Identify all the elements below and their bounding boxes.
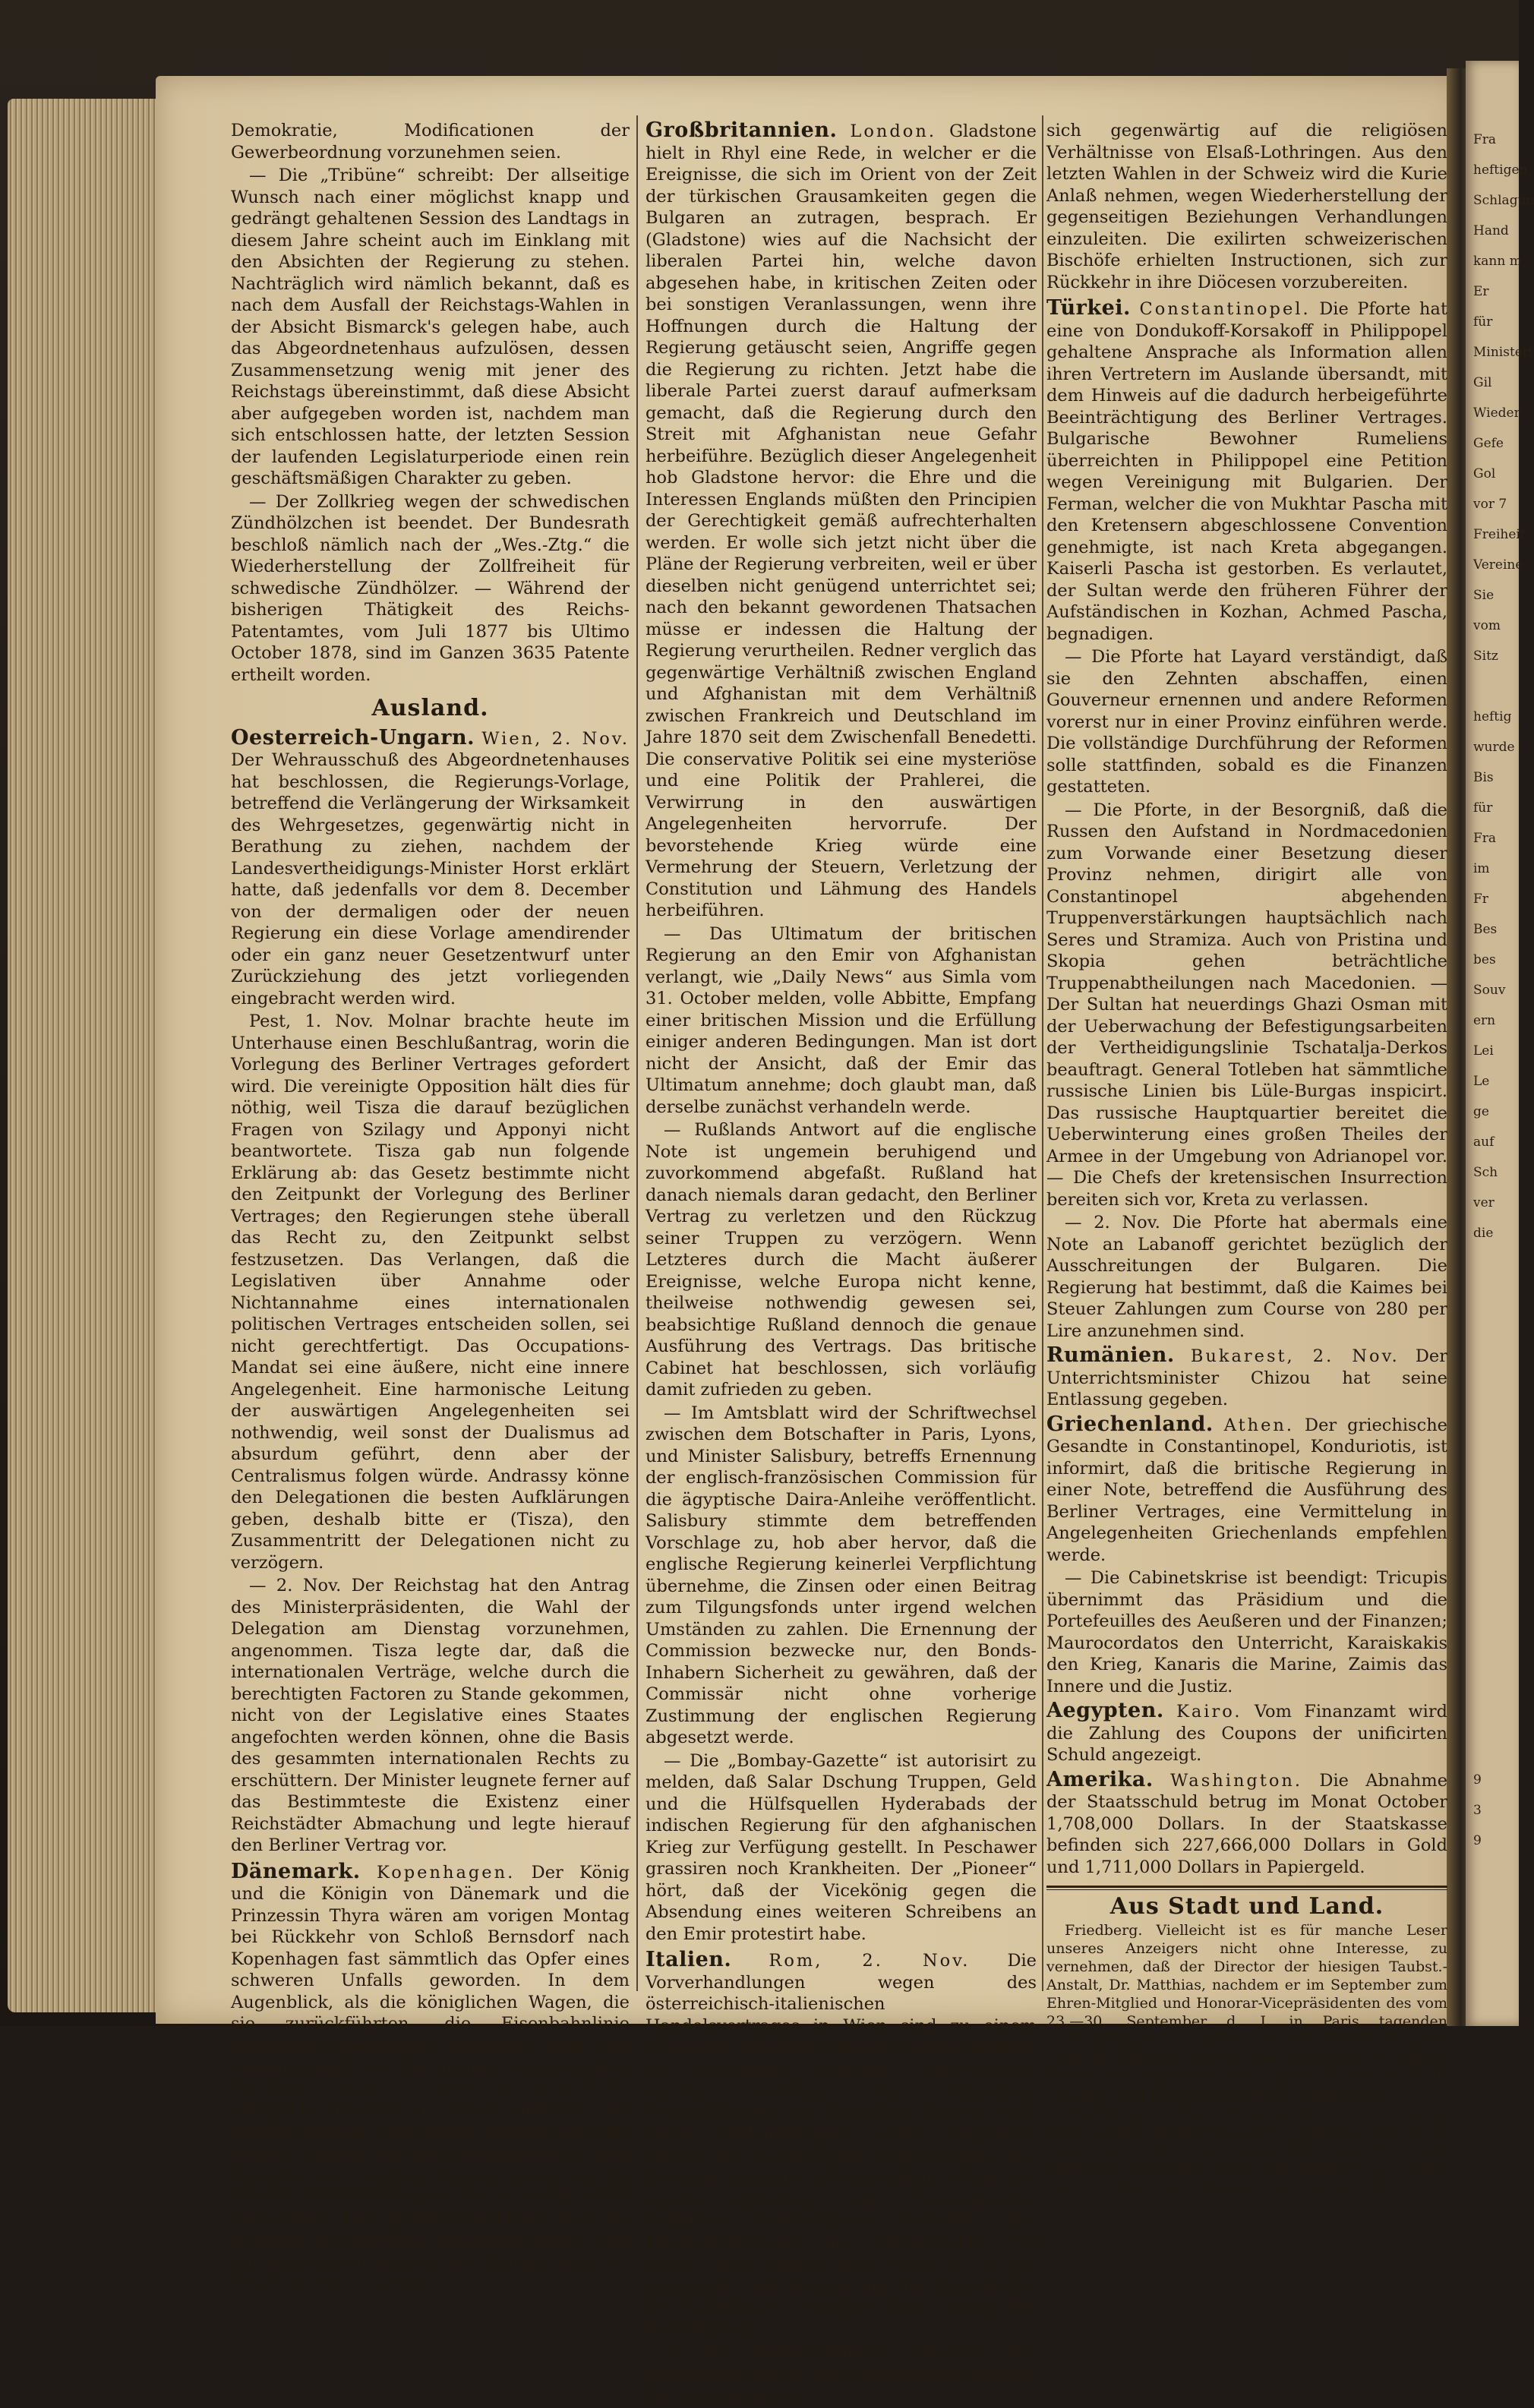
next-page-text-fragment: Ministeri [1473,345,1533,360]
next-page-text-fragment: ern [1473,1013,1496,1028]
next-page-text-fragment: bes [1473,952,1496,967]
paragraph: — Die Cabinetskrise ist beendigt: Tricupis übernimmt das Präsidium und die Portefeuilles des Aeußeren und der Finanzen; Maurocordatos den Unterricht, Karaiskakis den Krieg, Kanaris die Marine, Zaimis das Innere und die Justiz. [1046,1568,1447,1696]
dateline: Rom, 2. Nov. [769,1951,971,1971]
next-page-text-fragment: Fr [1473,892,1488,907]
next-page-text-fragment: Schlagun [1473,193,1534,208]
next-page-text-fragment: Bis [1473,770,1494,785]
paragraph: — Im Amtsblatt wird der Schriftwechsel zwischen dem Botschafter in Paris, Lyons, und Minister Salisbury, betreffs Ernennung der englisch-französischen Commission für die ägyptische Daira-Anleihe veröffentlicht. Salisbury stimmte dem betreffenden Vorschlage zu, hob aber hervor, daß die englische Regierung keinerlei Verpflichtung übernehme, die Zinsen oder einen Beitrag zum Tilgungsfonds unter irgend welchen Umständen zu zahlen. Die Ernennung der Commission bezwecke nur, den Bonds-Inhabern Sicherheit zu gewähren, daß der Commissär nicht ohne vorherige Zustimmung der englischen Regierung abgesetzt werde. [645,1403,1037,1747]
column-2 [645,120,1037,2408]
paragraph: — Die Pforte, in der Besorgniß, daß die Russen den Aufstand in Nordmacedonien zum Vorwande einer Besetzung dieser Provinz nehmen, dirigirt alle von Constantinopel abgehenden Truppenverstärkungen hauptsächlich nach Seres und Stramiza. Auch von Pristina und Skopia gehen beträchtliche Truppenabtheilungen nach Macedonien. — Der Sultan hat neuerdings Ghazi Osman mit der Ueberwachung der Befestigungsarbeiten der Vertheidigungslinie Tschatalja-Derkos beauftragt. General Totleben hat sämmtliche russische Linien bis Lüle-Burgas inspicirt. Das russische Hauptquartier bereitet die Ueberwinterung eines großen Theiles der Armee in der Umgebung von Adrianopel vor. — Die Chefs der kretensischen Insurrection bereiten sich vor, Kreta zu verlassen. [1046,800,1447,1210]
paragraph: — Das Ultimatum der britischen Regierung an den Emir von Afghanistan verlangt, wie „Daily News“ aus Simla vom 31. October melden, volle Abbitte, Empfang einer britischen Mission und die Erfüllung einiger anderen Bedingungen. Man ist dort nicht der Ansicht, daß der Emir das Ultimatum annehme; doch glaubt man, daß derselbe zunächst verhandeln werde. [645,923,1037,1117]
article-rumaenien [1046,1345,1447,1411]
section-title-stadt-und-land: Aus Stadt und Land. [1109,1893,1384,1920]
next-page-text-fragment: Bes [1473,922,1498,937]
next-page-text-fragment: Gefe [1473,436,1504,451]
next-page-text-fragment: vom [1473,618,1501,633]
article-oesterreich [231,727,630,1010]
country-heading: Griechenland. [1046,1412,1214,1436]
next-page-text-fragment: Wieder [1473,406,1520,421]
article-aegypten [1046,1700,1447,1766]
next-page-text-fragment: im [1473,861,1490,876]
next-page-text-fragment: Lei [1473,1043,1494,1059]
next-page-text-fragment: Hand [1473,223,1509,238]
article-italien [645,1949,1037,2340]
article-text: Der griechische Gesandte in Constantinopel, Konduriotis, ist informirt, daß die britische Regierung in einer Note, betreffend die Ausführung des Berliner Vertrages, eine Vermittelung in Angelegenheiten Griechenlands empfehlen werde. [1046,1415,1447,1565]
article-text: Der Unterrichtsminister Chizou hat seine Entlassung gegeben. [1046,1346,1447,1409]
dateline: Kairo. [1176,1702,1242,1722]
article-text: Der Wehrausschuß des Abgeordnetenhauses hat beschlossen, die Regierungs-Vorlage, betreffend die Verlängerung der Wirksamkeit des Wehrgesetzes, gegenwärtig nicht in Berathung zu ziehen, nachdem der Landesvertheidigungs-Minister Horst erklärt hatte, daß jedenfalls vor dem 8. December von der dermaligen oder der neuen Regierung ein diese Vorlage amendirender oder ein ganz neuer Gesetzentwurf unter Zurückziehung des jetzt vorliegenden eingebracht werden wird. [231,750,630,1008]
country-heading: Großbritannien. [645,118,838,142]
dateline: Athen. [1223,1415,1295,1435]
column-rule-2 [1042,115,1043,1991]
country-heading: Dänemark. [231,1859,361,1883]
next-page-fragment [1466,61,1534,2026]
paragraph: — Rußlands Antwort auf die englische Note ist ungemein beruhigend und zuvorkommend abgefaßt. Rußland hat danach niemals daran gedacht, den Berliner Vertrag zu verletzen und den Rückzug seiner Truppen zu verzögern. Wenn Letzteres durch die Macht äußerer Ereignisse, welche Europa nicht kenne, theilweise nothwendig gewesen sei, beabsichtige Rußland dennoch die genaue Ausführung des Vertrags. Das britische Cabinet hat beschlossen, sich vorläufig damit zufrieden zu geben. [645,1120,1037,1400]
paragraph: — Die Verhandlungen zwischen der päpstlichen Kurie und Deutschland dauern fort und beziehen [645,2342,1037,2405]
article-text: Die Pforte hat eine von Dondukoff-Korsakoff in Philippopel gehaltene Ansprache als Information allen ihren Vertretern im Auslande übersandt, mit dem Hinweis auf die dadurch herbeigeführte Beeinträchtigung des Berliner Vertrages. Bulgarische Bewohner Rumeliens überreichten in Philippopel eine Petition wegen Vereinigung mit Bulgarien. Der Ferman, welcher die von Mukhtar Pascha mit den Kretensern abgeschlossene Convention genehmigte, ist nach Kreta abgegangen. Kaiserli Pascha ist gestorben. Es verlautet, der Sultan werde den früheren Führer der Aufständischen in Kozhan, Achmed Pascha, begnadigen. [1046,299,1447,644]
next-page-text-fragment: Gil [1473,375,1492,390]
paragraph: — Die Pforte hat Layard verständigt, daß sie den Zehnten abschaffen, einen Gouverneur ernennen und andere Reformen vorerst nur in einer Provinz einführen werde. Die vollständige Durchführung der Reformen solle stattfinden, sobald es die Finanzen gestatteten. [1046,647,1447,797]
next-page-text-fragment: heftigen [1473,163,1528,178]
next-page-text-fragment: für [1473,314,1493,330]
paragraph: Friedberg, 3. Nov. Heute wurde uns ein Zweig eines gelben Himbeerstrauchs gebracht, der dicht besät war mit zum zweitenmale gereiften und halbreifen Früchten sowie mit Blüthen. In vielen Gärten blühen die Erdbeeren zum zweitenmale. [1046,2105,1447,2195]
next-page-text-fragment: 9 [1473,1833,1482,1848]
paragraph: sich gegenwärtig auf die religiösen Verhältnisse von Elsaß-Lothringen. Aus den letzten Wahlen in der Schweiz wird die Kurie Anlaß nehmen, wegen Wiederherstellung der gegenseitigen Beziehungen Verhandlungen einzuleiten. Die exilirten schweizerischen Bischöfe erhielten Instructionen, sich zur Rückkehr in ihre Diöcesen vorzubereiten. [1046,121,1447,292]
dateline: Constantinopel. [1139,299,1311,319]
next-page-text-fragment: Er [1473,284,1489,299]
next-page-text-fragment: vor 7 [1473,497,1507,512]
dateline: Bukarest, 2. Nov. [1190,1346,1400,1366]
article-amerika [1046,1769,1447,1879]
dateline: Kopenhagen. [377,1862,516,1883]
dateline: Washington. [1170,1770,1303,1791]
paragraph: Demokratie, Modificationen der Gewerbeordnung vorzunehmen seien. [231,121,630,163]
paragraph: Pest, 1. Nov. Molnar brachte heute im Unterhause einen Beschlußantrag, worin die Vorlegung des Berliner Vertrages gefordert wird. Die vereinigte Opposition hält dies für nöthig, weil Tisza die darauf bezüglichen Fragen von Szilagy und Apponyi nicht beantwortete. Tisza gab nun folgende Erklärung ab: das Gesetz bestimmte nicht den Zeitpunkt der Vorlegung des Berliner Vertrages; den Regierungen stehe überall das Recht zu, den Zeitpunkt selbst festzusetzen. Das Verlangen, daß die Legislativen über Annahme oder Nichtannahme eines internationalen politischen Vertrages entscheiden sollen, sei nicht gerechtfertigt. Das Occupations-Mandat sei eine äußere, nicht eine innere Angelegenheit. Eine harmonische Leitung der auswärtigen Angelegenheiten sei nothwendig, weil sonst der Dualismus ad absurdum geführt, denn aber der Centralismus folgen würde. Andrassy könne den Delegationen die besten Aufklärungen geben, deshalb bitte er (Tisza), den Zusammentritt der Delegationen nicht zu verzögern. [231,1011,630,1573]
section-title-ausland: Ausland. [371,695,489,721]
next-page-text-fragment: ge [1473,1104,1489,1119]
next-page-text-fragment: 9 [1473,1772,1482,1788]
column-rule-1 [636,115,638,1991]
country-heading: Italien. [645,1948,732,1971]
article-grossbritannien [645,120,1037,922]
country-heading: Oesterreich-Ungarn. [231,725,475,750]
next-page-text-fragment: Le [1473,1074,1490,1089]
next-page-text-fragment: die [1473,1226,1494,1241]
paragraph: Friedberg. Vielleicht ist es für manche Leser unseres Anzeigers nicht ohne Interesse, zu vernehmen, daß der Director der hiesigen Taubst.-Anstalt, Dr. Matthias, nachdem er im September zum Ehren-Mitglied und Honorar-Vicepräsidenten des vom 23.—30. September d. J. in Paris tagenden „internationalen Congresses für die Verbesserung der Lage der Blinden“ ernannt war, jetzt auch das Ehren-Diplom des „internationalen Collegs für Wissenschaft, Literatur und Künste in Mailand“ erhalten hat. [1046,1921,1447,2103]
next-page-text-fragment: Fra [1473,831,1497,846]
next-page-text-fragment: für [1473,800,1493,816]
page-edges [8,99,163,2012]
article-daenemark [231,1861,630,2295]
article-text: Der König und die Königin von Dänemark und die Prinzessin Thyra wären am vorigen Montag bei Rückkehr von Schloß Bernsdorf nach Kopenhagen fast sämmtlich das Opfer eines schweren Unfalls geworden. In dem Augenblick, als die königlichen Wagen, die sie zurückführten, die Eisenbahnlinie Helsingör-Kopenhagen passirten, kam mit vollem Dampf ein Zug an und fuhr zwischen die beiden Wagen, in deren einem sich die königliche Familie, in deren anderem das Gefolge befand. Die beiden Hinterräder des ersten Wagens wurden zerschmettert, dem Kutscher des zweiten Wagens gelang es, die Pferde zurückzudrängen und er wurde nicht verwundet. Der Barrièrenwächter, der die Barrière zu schließen vergessen hatte, wird auf besonderen Wunsch des Königs nicht zur Strafe gezogen werden. [231,1862,630,2293]
section-separator [1046,1886,1447,1890]
paragraph: — 2. Nov. Die Pforte hat abermals eine Note an Labanoff gerichtet bezüglich der Ausschreitungen der Bulgaren. Die Regierung hat bestimmt, daß die Kaimes bei Steuer Zahlungen zum Course von 280 per Lire anzunehmen sind. [1046,1213,1447,1341]
next-page-text-fragment: Sie [1473,588,1495,603]
next-page-text-fragment: Sch [1473,1165,1498,1180]
paragraph: — Die „Bombay-Gazette“ ist autorisirt zu melden, daß Salar Dschung Truppen, Geld und die Hülfsquellen Hyderabads der indischen Regierung für den afghanischen Krieg zur Verfügung gestellt. In Peschawer grassiren noch Krankheiten. Der „Pioneer“ hört, daß der Vicekönig gegen die Absendung eines weiteren Schreibens an den Emir protestirt habe. [645,1750,1037,1944]
column-3 [1046,120,1447,2198]
next-page-text-fragment: ver [1473,1195,1495,1210]
next-page-text-fragment: Fra [1473,132,1497,147]
next-page-text-fragment: kann m [1473,254,1522,269]
next-page-text-fragment: Souv [1473,983,1506,998]
column-1 [231,120,630,2296]
next-page-text-fragment: Freiheit [1473,527,1526,542]
next-page-text-fragment: Vereine [1473,557,1523,573]
next-page-text-fragment: auf [1473,1135,1495,1150]
next-page-text-fragment: Gol [1473,466,1496,481]
article-text: Die Abnahme der Staatsschuld betrug im Monat October 1,708,000 Dollars. In der Staatskasse befinden sich 227,666,000 Dollars in Gold und 1,711,000 Dollars in Papiergeld. [1046,1770,1448,1877]
article-text: Gladstone hielt in Rhyl eine Rede, in welcher er die Ereignisse, die sich im Orient von der Zeit der türkischen Grausamkeiten gegen die Bulgaren an zutragen, besprach. Er (Gladstone) wies auf die Nachsicht der liberalen Partei hin, welche davon abgesehen habe, in kritischen Zeiten oder bei sonstigen Veranlassungen, wenn ihre Hoffnungen durch die Haltung der Regierung getäuscht seien, Angriffe gegen die Regierung zu richten. Jetzt habe die liberale Partei zuerst darauf aufmerksam gemacht, daß die Regierung durch den Streit mit Afghanistan neue Gefahr herbeiführe. Bezüglich dieser Angelegenheit hob Gladstone hervor: die Ehre und die Interessen Englands müßten den Principien der Gerechtigkeit gemäß aufrechterhalten werden. Er wolle sich jetzt nicht über die Pläne der Regierung verbreiten, weil er über dieselben nicht genügend unterrichtet sei; nach den bekannt gewordenen Thatsachen müsse er indessen die Haltung der Regierung verurtheilen. Redner verglich das gegenwärtige Verhältniß zwischen England und Afghanistan mit dem Verhältniß zwischen Frankreich und Deutschland im Jahre 1870 seit dem Zwischenfall Benedetti. Die conservative Politik sei eine mysteriöse und eine Politik der Prahlerei, die Verwirrung in den auswärtigen Angelegenheiten hervorrufe. Der bevorstehende Krieg würde eine Vermehrung der Steuern, Verletzung der Constitution und Lähmung des Handels herbeiführen. [645,122,1037,920]
paragraph: — Der Zollkrieg wegen der schwedischen Zündhölzchen ist beendet. Der Bundesrath beschloß nämlich nach der „Wes.-Ztg.“ die Wiederherstellung der Zollfreiheit für schwedische Zündhölzer. — Während der bisherigen Thätigkeit des Reichs-Patentamtes, vom Juli 1877 bis Ultimo October 1878, sind im Ganzen 3635 Patente ertheilt worden. [231,491,630,685]
country-heading: Aegypten. [1046,1699,1164,1722]
dateline: Wien, 2. Nov. [481,728,630,749]
article-text: Vom Finanzamt wird die Zahlung des Coupons der unificirten Schuld angezeigt. [1046,1702,1448,1765]
next-page-text-fragment: 3 [1473,1803,1482,1818]
paragraph: — Die „Tribüne“ schreibt: Der allseitige Wunsch nach einer möglichst knapp und gedrängt gehaltenen Session des Landtags in diesem Jahre scheint auch im Einklang mit den Absichten der Regierung zu stehen. Nachträglich wird nämlich bekannt, daß es nach dem Ausfall der Reichstags-Wahlen in der Absicht Bismarck's gelegen habe, auch das Abgeordnetenhaus aufzulösen, dessen Zusammensetzung wenig mit jener des Reichstags übereinstimmt, daß diese Absicht aber aufgegeben worden ist, nachdem man sich entschlossen hatte, der letzten Session der laufenden Legislaturperiode einen rein geschäftsmäßigen Charakter zu geben. [231,166,630,488]
country-heading: Türkei. [1046,296,1131,320]
next-page-text-fragment: wurde [1473,740,1515,755]
paragraph: — 2. Nov. Der Reichstag hat den Antrag des Ministerpräsidenten, die Wahl der Delegation am Dienstag vorzunehmen, angenommen. Tisza legte dar, daß die internationalen Verträge, welche durch die berechtigten Factoren zu Stande gekommen, nicht von der Legislative eines Staates angefochten werden können, ohne die Basis des gesammten internationalen Rechts zu erschüttern. Der Minister leugnete ferner auf das Bestimmteste die Existenz einer Reichstädter Abmachung und legte hierauf den Berliner Vertrag vor. [231,1576,630,1855]
next-page-text-fragment: Sitz [1473,649,1498,664]
article-tuerkei [1046,298,1447,645]
article-text: Die Vorverhandlungen wegen des österreichisch-italienischen Handelsvertrages in Wien sind zu einem günstigen Abschluß gelangt, indem daselbst ein vorläufiges Protokoll unterzeichnet wurde, welches den definitiven Verhandlungen zur Grundlage dienen wird. Diese Verhandlungen sollen beginnen, sobald die betheiligten Regierungen das Protokoll ratificirt haben werden. Ellena und Axerio erhielten vom Finanzminister definitive Instructionen betreffs des Handelsvertrages mit Oesterreich und reisen heute Abend nach Wien ab. — Die Nachricht, daß Pessina auf das Portefeuille des Ackerbaues verzichtet habe, bedarf der Bestätigung. [645,1951,1037,2339]
dateline: London. [850,122,936,141]
article-griechenland [1046,1414,1447,1567]
country-heading: Rumänien. [1046,1343,1175,1367]
country-heading: Amerika. [1046,1767,1154,1791]
next-page-text-fragment: heftig [1473,709,1512,724]
